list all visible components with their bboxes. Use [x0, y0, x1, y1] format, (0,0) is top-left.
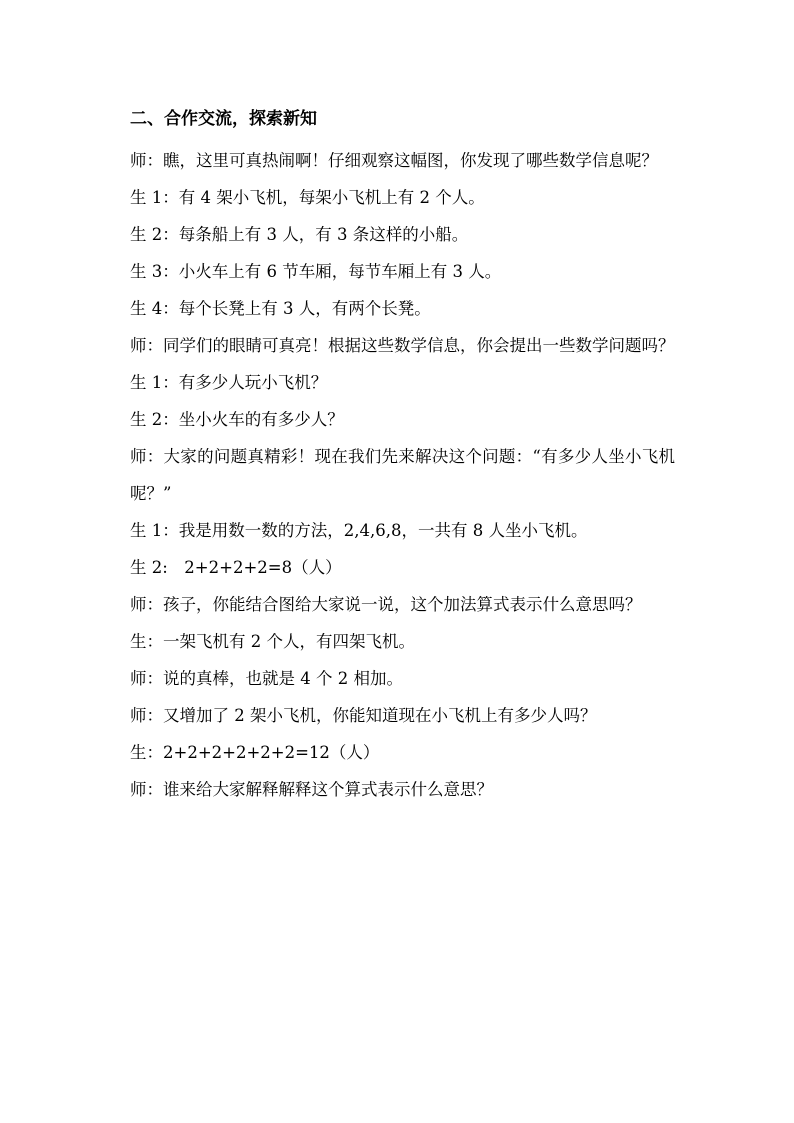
paragraph-16: 生：2+2+2+2+2+2=12（人） — [130, 743, 380, 762]
paragraph-4: 生 3：小火车上有 6 节车厢，每节车厢上有 3 人。 — [130, 262, 502, 281]
paragraph-15: 师：又增加了 2 架小飞机，你能知道现在小飞机上有多少人吗？ — [130, 706, 597, 725]
paragraph-9: 师：大家的问题真精彩！现在我们先来解决这个问题：“有多少人坐小飞机呢？” — [130, 447, 675, 503]
paragraph-10: 生 1：我是用数一数的方法，2,4,6,8，一共有 8 人坐小飞机。 — [130, 521, 588, 540]
document-page — [130, 104, 675, 808]
paragraph-13: 生：一架飞机有 2 个人，有四架飞机。 — [130, 632, 415, 651]
paragraph-7: 生 1：有多少人玩小飞机？ — [130, 373, 328, 392]
paragraph-11: 生 2: 2+2+2+2=8（人） — [130, 558, 342, 577]
paragraph-12: 师：孩子，你能结合图给大家说一说，这个加法算式表示什么意思吗？ — [130, 595, 642, 614]
section-heading: 二、合作交流，探索新知 — [130, 109, 317, 129]
paragraph-5: 生 4：每个长凳上有 3 人，有两个长凳。 — [130, 299, 431, 318]
paragraph-6: 师：同学们的眼睛可真亮！根据这些数学信息，你会提出一些数学问题吗？ — [130, 336, 675, 355]
paragraph-8: 生 2：坐小火车的有多少人？ — [130, 410, 344, 429]
paragraph-2: 生 1：有 4 架小飞机，每架小飞机上有 2 个人。 — [130, 188, 485, 207]
paragraph-14: 师：说的真棒，也就是 4 个 2 相加。 — [130, 669, 403, 688]
paragraph-17: 师：谁来给大家解释解释这个算式表示什么意思？ — [130, 780, 493, 799]
paragraph-1: 师：瞧，这里可真热闹啊！仔细观察这幅图，你发现了哪些数学信息呢？ — [130, 151, 658, 170]
paragraph-3: 生 2：每条船上有 3 人，有 3 条这样的小船。 — [130, 225, 469, 244]
